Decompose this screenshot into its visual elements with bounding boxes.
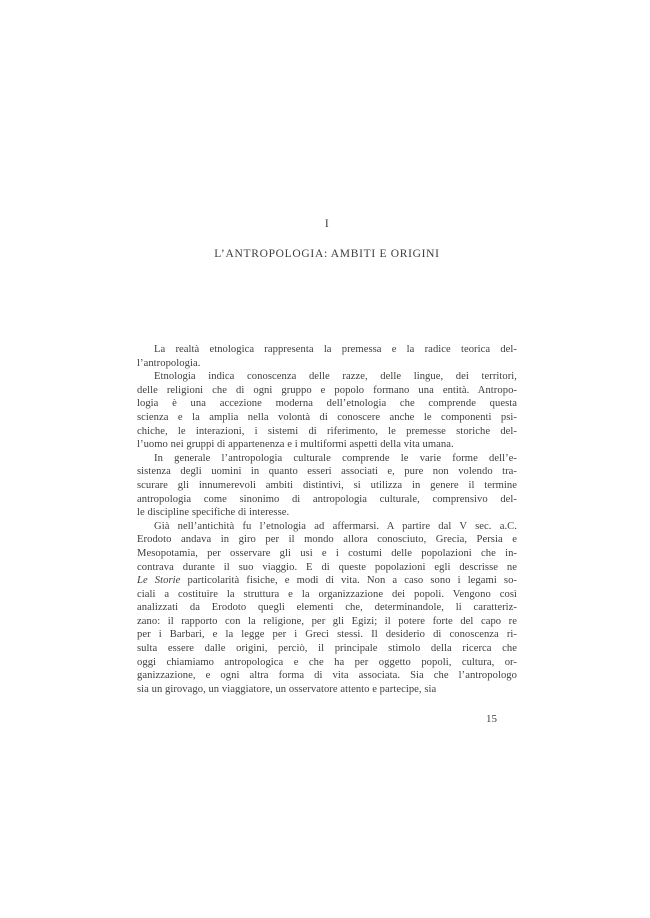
paragraph-2 xyxy=(137,370,517,452)
text-line: ganizzazione, e ogni altra forma di vita associata. Sia che l’antropologo xyxy=(137,670,517,682)
text-line: chiche, le interazioni, i sistemi di riferimento, le premesse storiche del- xyxy=(137,425,517,437)
page-number: 15 xyxy=(486,713,497,725)
text-line: logia è una accezione moderna dell’etnologia che comprende questa xyxy=(137,398,517,410)
paragraph-3 xyxy=(137,452,517,520)
text-line: Erodoto andava in giro per il mondo allora conosciuto, Grecia, Persia e xyxy=(137,534,517,546)
text-line: antropologia come sinonimo di antropologia culturale, comprensivo del- xyxy=(137,493,517,505)
text-line: zano: il rapporto con la religione, per gli Egizi; il potere forte del capo re xyxy=(137,615,517,627)
body-text xyxy=(137,343,517,696)
text-segment: particolarità fisiche, e modi di vita. Non a caso sono i legami so- xyxy=(180,575,517,587)
chapter-title: L’ANTROPOLOGIA: AMBITI E ORIGINI xyxy=(214,248,440,260)
text-line: scienza e la amplia nella volontà di conoscere anche le componenti psi- xyxy=(137,411,517,423)
text-line: delle religioni che di ogni gruppo e popolo formano una entità. Antropo- xyxy=(137,384,517,396)
text-line: sistenza degli uomini in quanto esseri associati e, pure non volendo tra- xyxy=(137,466,517,478)
text-line: scurare gli innumerevoli ambiti distintivi, si utilizza in genere il termine xyxy=(137,479,517,491)
book-title-italic: Le Storie xyxy=(137,575,181,587)
text-line: contrava durante il suo viaggio. E di queste popolazioni egli descrisse ne xyxy=(137,561,517,573)
paragraph-1 xyxy=(137,343,517,370)
text-line: Mesopotamia, per osservare gli usi e i costumi delle popolazioni che in- xyxy=(137,547,517,559)
text-line: l’antropologia. xyxy=(137,357,201,369)
text-line: l’uomo nei gruppi di appartenenza e i multiformi aspetti della vita umana. xyxy=(137,439,454,451)
text-line: ciali a costituire la struttura e la organizzazione dei popoli. Vengono così xyxy=(137,588,517,600)
text-line: oggi chiamiamo antropologica e che ha per oggetto popoli, cultura, or- xyxy=(137,656,517,668)
paragraph-4 xyxy=(137,520,517,697)
text-line: La realtà etnologica rappresenta la premessa e la radice teorica del- xyxy=(154,344,517,355)
text-line: In generale l’antropologia culturale comprende le varie forme dell’e- xyxy=(154,452,517,464)
text-line: sia un girovago, un viaggiatore, un osservatore attento e partecipe, sia xyxy=(137,683,437,695)
text-line xyxy=(137,574,517,588)
text-line: sulta essere dalle origini, perciò, il principale stimolo della ricerca che xyxy=(137,643,517,655)
chapter-number: I xyxy=(324,218,330,230)
text-line: analizzati da Erodoto quegli elementi che, determinandole, li caratteriz- xyxy=(137,602,517,614)
text-line: le discipline specifiche di interesse. xyxy=(137,507,290,519)
text-line: Già nell’antichità fu l’etnologia ad affermarsi. A partire dal V sec. a.C. xyxy=(154,520,517,532)
text-line: per i Barbari, e la legge per i Greci stessi. Il desiderio di conoscenza ri- xyxy=(137,629,517,641)
text-line: Etnologia indica conoscenza delle razze, delle lingue, dei territori, xyxy=(154,371,517,383)
